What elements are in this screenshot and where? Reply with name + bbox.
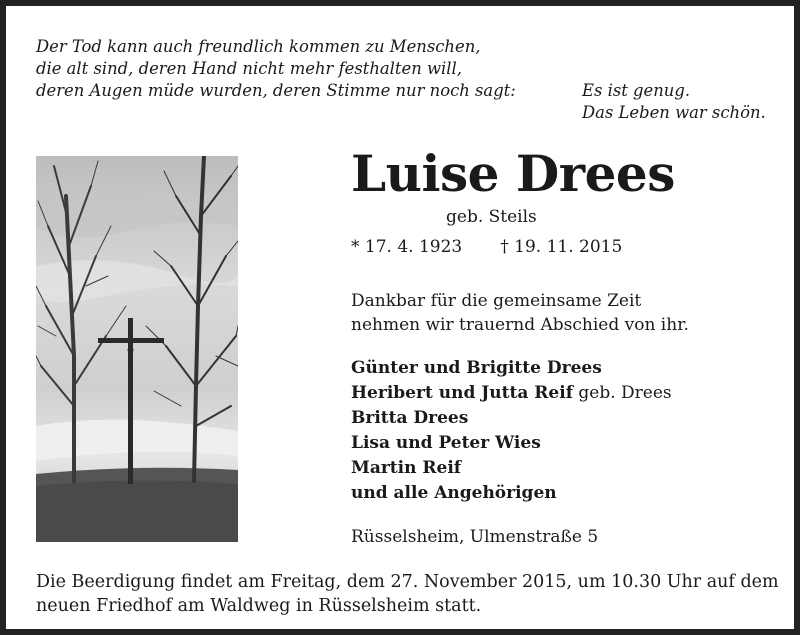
mourner (351, 431, 672, 456)
mourner-suffix: geb. Drees (573, 383, 672, 403)
mourner (351, 481, 672, 506)
deceased-name: Luise Drees (351, 144, 675, 203)
gratitude-text (351, 289, 689, 337)
poem-line: die alt sind, deren Hand nicht mehr festhalten will, (36, 59, 462, 78)
cross-landscape-photo (36, 156, 238, 542)
poem-line: Das Leben war schön. (582, 103, 766, 122)
maiden-name: geb. Steils (446, 207, 537, 227)
mourner-name: und alle Angehörigen (351, 483, 557, 503)
poem-line: Es ist genug. (582, 81, 691, 100)
mourner (351, 456, 672, 481)
mourner (351, 381, 672, 406)
death-date: † 19. 11. 2015 (500, 237, 623, 257)
poem-line: deren Augen müde wurden, deren Stimme nur noch sagt: (36, 81, 516, 100)
poem (36, 36, 516, 102)
birth-date: * 17. 4. 1923 (351, 237, 463, 257)
gratitude-line: Dankbar für die gemeinsame Zeit (351, 291, 642, 311)
gratitude-line: nehmen wir trauernd Abschied von ihr. (351, 315, 689, 335)
mourner (351, 406, 672, 431)
life-dates (351, 236, 622, 258)
poem-conclusion (582, 80, 766, 124)
mourner (351, 356, 672, 381)
mourners-list (351, 356, 672, 506)
poem-line: Der Tod kann auch freundlich kommen zu Menschen, (36, 37, 481, 56)
family-address: Rüsselsheim, Ulmenstraße 5 (351, 527, 599, 547)
mourner-name: Heribert und Jutta Reif (351, 383, 574, 403)
mourner-name: Martin Reif (351, 458, 462, 478)
mourner-name: Britta Drees (351, 408, 469, 428)
mourner-name: Günter und Brigitte Drees (351, 358, 602, 378)
funeral-notice: Die Beerdigung findet am Freitag, dem 27. November 2015, um 10.30 Uhr auf dem neuen Friedhof am Waldweg in Rüsselsheim statt. (36, 572, 779, 616)
mourner-name: Lisa und Peter Wies (351, 433, 541, 453)
